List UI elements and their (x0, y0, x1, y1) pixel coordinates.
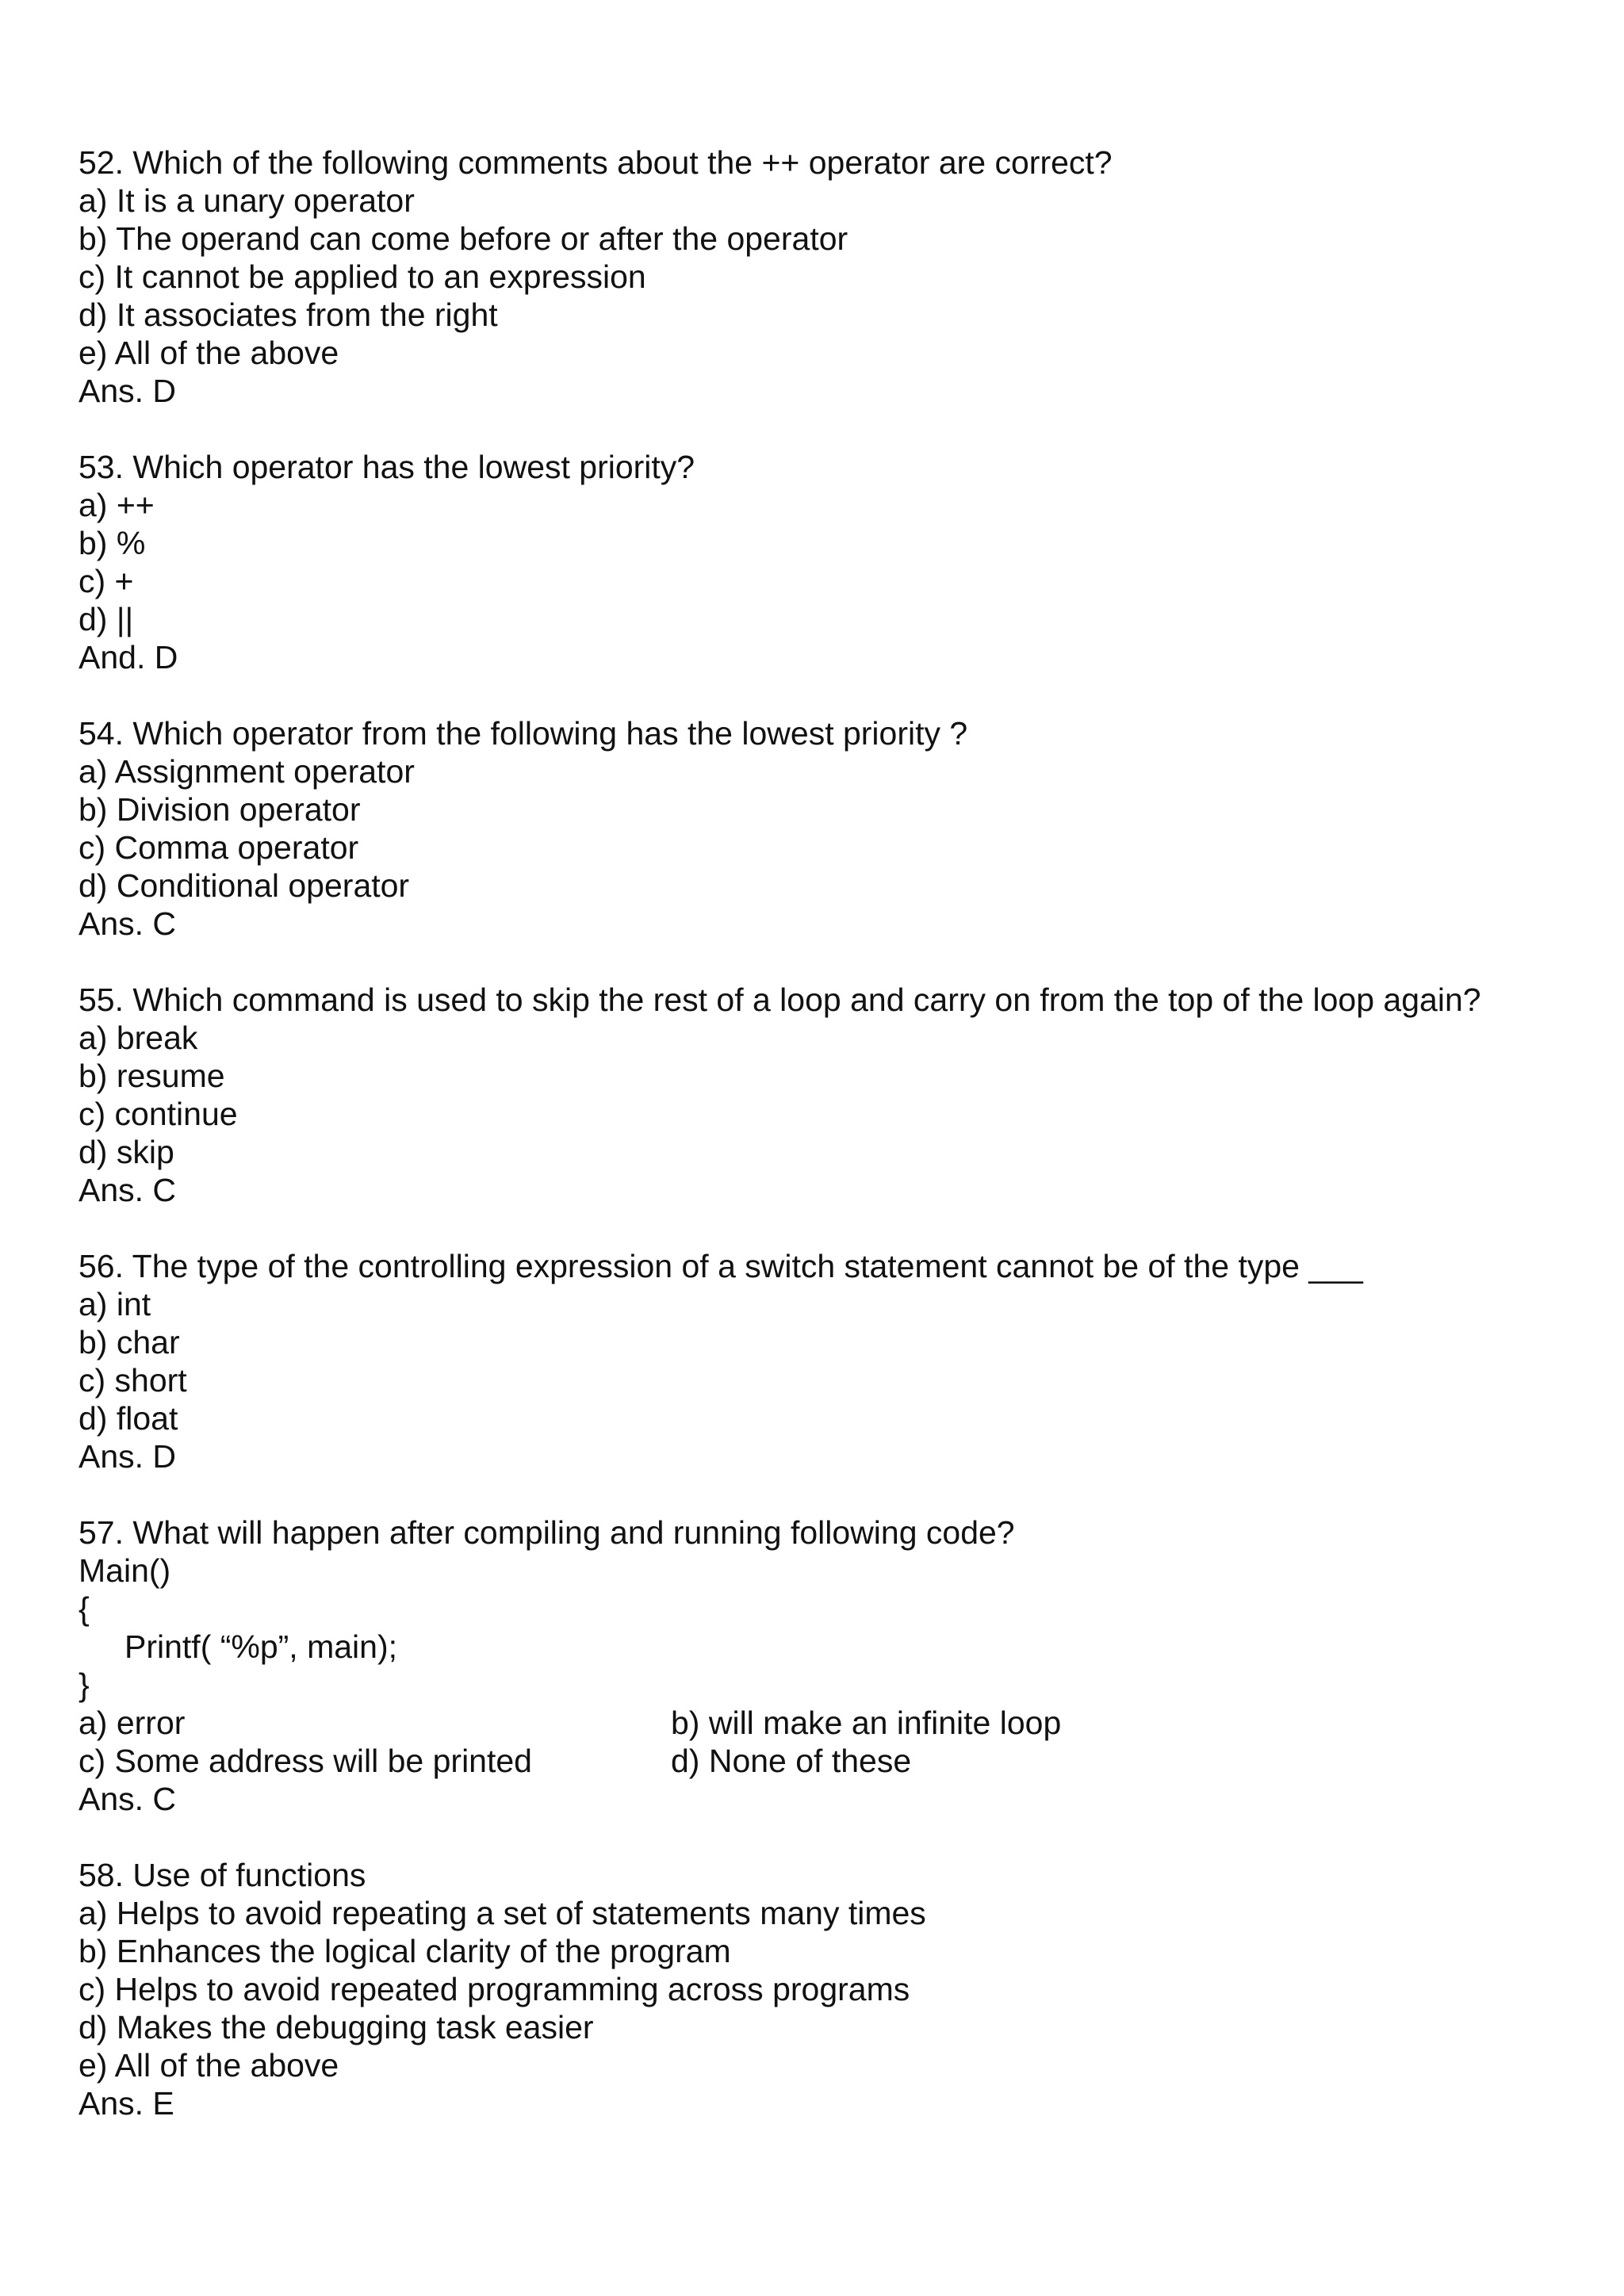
answer: Ans. D (79, 1438, 177, 1475)
code-line: } (79, 1667, 90, 1703)
option-d: d) It associates from the right (79, 297, 498, 333)
option-d: d) Makes the debugging task easier (79, 2009, 594, 2045)
answer: Ans. D (79, 373, 177, 409)
option-d: d) Conditional operator (79, 867, 410, 904)
option-c: c) Some address will be printed (79, 1743, 532, 1779)
option-a: a) int (79, 1286, 151, 1322)
option-e: e) All of the above (79, 2047, 339, 2084)
option-c: c) It cannot be applied to an expression (79, 258, 646, 295)
option-d: d) float (79, 1400, 178, 1437)
options-row-1 (79, 1704, 1585, 1742)
question-54 (79, 714, 1585, 943)
question-57 (79, 1513, 1585, 1818)
option-b: b) Enhances the logical clarity of the program (79, 1933, 731, 1969)
answer: Ans. C (79, 1172, 177, 1208)
question-53 (79, 448, 1585, 676)
option-a: a) ++ (79, 487, 155, 523)
question-page (79, 144, 1585, 2160)
question-text: 58. Use of functions (79, 1857, 366, 1893)
code-line: Printf( “%p”, main); (124, 1628, 397, 1665)
code-line: { (79, 1590, 90, 1627)
option-b: b) resume (79, 1058, 225, 1094)
question-text: 52. Which of the following comments about the ++ operator are correct? (79, 144, 1113, 181)
question-text: 57. What will happen after compiling and running following code? (79, 1514, 1015, 1551)
option-c: c) Helps to avoid repeated programming across programs (79, 1971, 910, 2007)
option-c: c) Comma operator (79, 829, 359, 866)
option-b: b) % (79, 525, 146, 561)
option-c: c) short (79, 1362, 187, 1399)
option-a: a) error (79, 1705, 186, 1741)
option-b: b) char (79, 1324, 180, 1360)
answer: Ans. C (79, 905, 177, 942)
question-text: 53. Which operator has the lowest priority? (79, 449, 695, 485)
option-a: a) Assignment operator (79, 753, 415, 790)
option-c: c) continue (79, 1096, 238, 1132)
code-line: Main() (79, 1552, 171, 1589)
answer: And. D (79, 639, 178, 675)
options-row-2 (79, 1742, 1585, 1780)
question-text: 55. Which command is used to skip the rest of a loop and carry on from the top of the loop again? (79, 982, 1481, 1018)
option-a: a) break (79, 1020, 198, 1056)
option-a: a) It is a unary operator (79, 182, 415, 219)
question-58 (79, 1856, 1585, 2122)
option-b: b) Division operator (79, 791, 361, 828)
question-56 (79, 1247, 1585, 1475)
question-55 (79, 981, 1585, 1209)
option-a: a) Helps to avoid repeating a set of statements many times (79, 1895, 926, 1931)
question-52 (79, 144, 1585, 410)
code-block (79, 1552, 1585, 1704)
option-d: d) None of these (671, 1743, 912, 1779)
option-d: d) || (79, 601, 134, 637)
option-b: b) The operand can come before or after the operator (79, 220, 848, 257)
answer: Ans. E (79, 2085, 174, 2122)
option-c: c) + (79, 563, 134, 599)
option-b: b) will make an infinite loop (671, 1705, 1062, 1741)
answer: Ans. C (79, 1781, 177, 1817)
option-d: d) skip (79, 1134, 174, 1170)
question-text: 54. Which operator from the following has the lowest priority ? (79, 715, 968, 752)
question-text: 56. The type of the controlling expression of a switch statement cannot be of the type ___ (79, 1248, 1363, 1284)
option-e: e) All of the above (79, 335, 339, 371)
